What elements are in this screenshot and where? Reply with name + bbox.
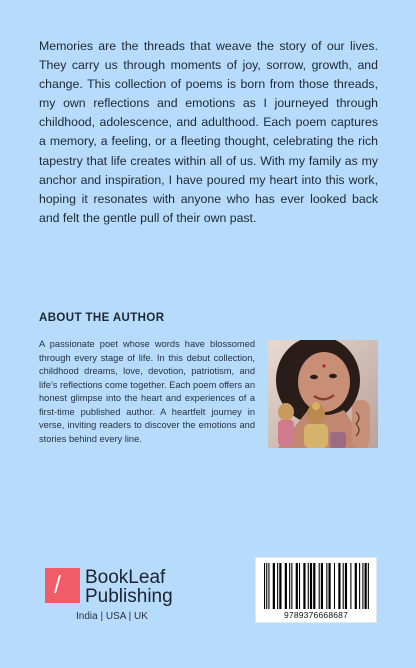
barcode-bar (268, 563, 269, 609)
barcode-bar (350, 563, 351, 609)
back-cover-blurb: Memories are the threads that weave the story of our lives. They carry us through moments of joy, sorrow, growth, and change. This collection of poems is born from those threads, my own reflections and emotions as I journeyed through childhood, adolescence, and adulthood. Each poem captures a memory, a feeling, or a fleeting thought, celebrating the rich tapestry that life creates within all of us. With my family as my anchor and inspiration, I have poured my heart into this work, hoping it resonates with anyone who has ever looked back and felt the gentle pull of their own past. (39, 39, 378, 225)
author-bio: A passionate poet whose words have blossomed through every stage of life. In this debut collection, childhood dreams, love, devotion, patriotism, and life’s reflections come together. Each poem offers an honest glimpse into the heart and experiences of a first-time published author. A heartfelt journey in verse, inviting readers to discover the emotions and stories behind every line. (39, 339, 255, 444)
slash-icon: / (54, 571, 61, 599)
publisher-name-line1: BookLeaf (85, 567, 166, 588)
barcode-bar (303, 563, 305, 609)
barcode-bar (266, 563, 267, 609)
isbn-number: 9789376668687 (283, 610, 349, 620)
publisher-regions: India | USA | UK (76, 611, 148, 622)
barcode-bar (321, 563, 323, 609)
barcode-bar (289, 563, 290, 609)
barcode-bar (279, 563, 281, 609)
barcode-bar (310, 563, 312, 609)
barcode-bar (334, 563, 335, 609)
barcode-bars (264, 563, 370, 609)
barcode-bar (273, 563, 275, 609)
barcode-bar (308, 563, 309, 609)
barcode-bar (296, 563, 298, 609)
barcode-bar (326, 563, 327, 609)
barcode-bar (277, 563, 278, 609)
barcode-bar (285, 563, 287, 609)
barcode-bar (365, 563, 367, 609)
about-author-heading: ABOUT THE AUTHOR (39, 312, 165, 324)
author-photo (268, 340, 378, 448)
barcode-bar (328, 563, 330, 609)
author-photo-illustration (268, 340, 378, 448)
barcode-bar (313, 563, 315, 609)
barcode-bar (291, 563, 292, 609)
publisher-name-line2: Publishing (85, 586, 173, 607)
barcode-bar (345, 563, 347, 609)
barcode-bar (359, 563, 360, 609)
barcode-bar (319, 563, 320, 609)
barcode-bar (299, 563, 300, 609)
barcode (255, 557, 377, 623)
barcode-bar (264, 563, 265, 609)
barcode-bar (368, 563, 369, 609)
barcode-bar (343, 563, 344, 609)
publisher-logo-mark (45, 568, 80, 603)
barcode-bar (338, 563, 340, 609)
barcode-bar (355, 563, 357, 609)
barcode-bar (362, 563, 363, 609)
